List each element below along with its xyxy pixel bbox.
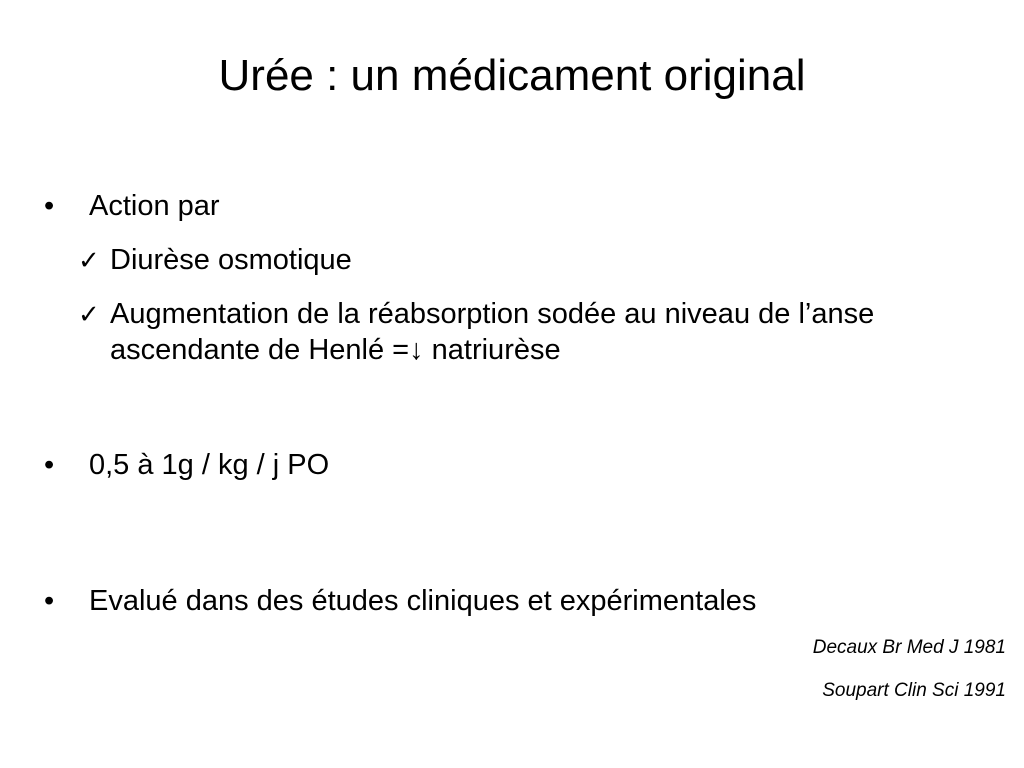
bullet-text: Action par: [89, 190, 220, 222]
reference-citation: Decaux Br Med J 1981: [812, 637, 1006, 658]
sub-item-text: Augmentation de la réabsorption sodée au niveau de l’anse ascendante de Henlé =↓ natriurèse: [110, 298, 875, 366]
sub-item-text: Diurèse osmotique: [110, 244, 352, 276]
checkmark-icon: ✓: [78, 245, 100, 275]
reference-citation: Soupart Clin Sci 1991: [822, 680, 1006, 701]
bullet-text: Evalué dans des études cliniques et expérimentales: [89, 585, 757, 617]
bullet-text: 0,5 à 1g / kg / j PO: [89, 449, 330, 481]
bullet-icon: •: [44, 190, 55, 222]
slide-title: Urée : un médicament original: [218, 51, 806, 100]
bullet-icon: •: [44, 585, 55, 617]
bullet-icon: •: [44, 449, 55, 481]
checkmark-icon: ✓: [78, 299, 100, 329]
